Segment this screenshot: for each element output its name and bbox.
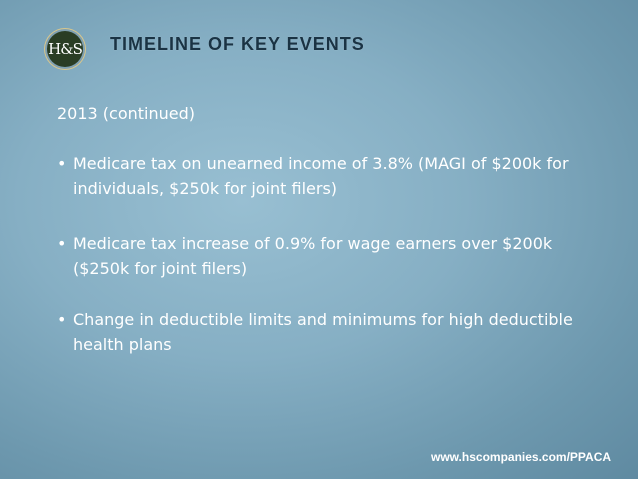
- bullet-item: [57, 231, 577, 281]
- company-logo: [47, 31, 83, 67]
- bullet-marker: •: [57, 234, 67, 253]
- bullet-text: Change in deductible limits and minimums for high deductible health plans: [73, 310, 573, 354]
- logo-monogram: H&S: [48, 40, 82, 58]
- bullet-item: [57, 151, 577, 201]
- slide-title: TIMELINE OF KEY EVENTS: [110, 34, 365, 54]
- bullet-marker: •: [57, 310, 67, 329]
- section-subtitle: 2013 (continued): [57, 104, 196, 123]
- bullet-item: [57, 307, 577, 357]
- bullet-marker: •: [57, 154, 67, 173]
- bullet-text: Medicare tax on unearned income of 3.8% (MAGI of $200k for individuals, $250k for joint filers): [73, 154, 569, 198]
- bullet-text: Medicare tax increase of 0.9% for wage earners over $200k ($250k for joint filers): [73, 234, 553, 278]
- footer-url[interactable]: www.hscompanies.com/PPACA: [431, 450, 612, 464]
